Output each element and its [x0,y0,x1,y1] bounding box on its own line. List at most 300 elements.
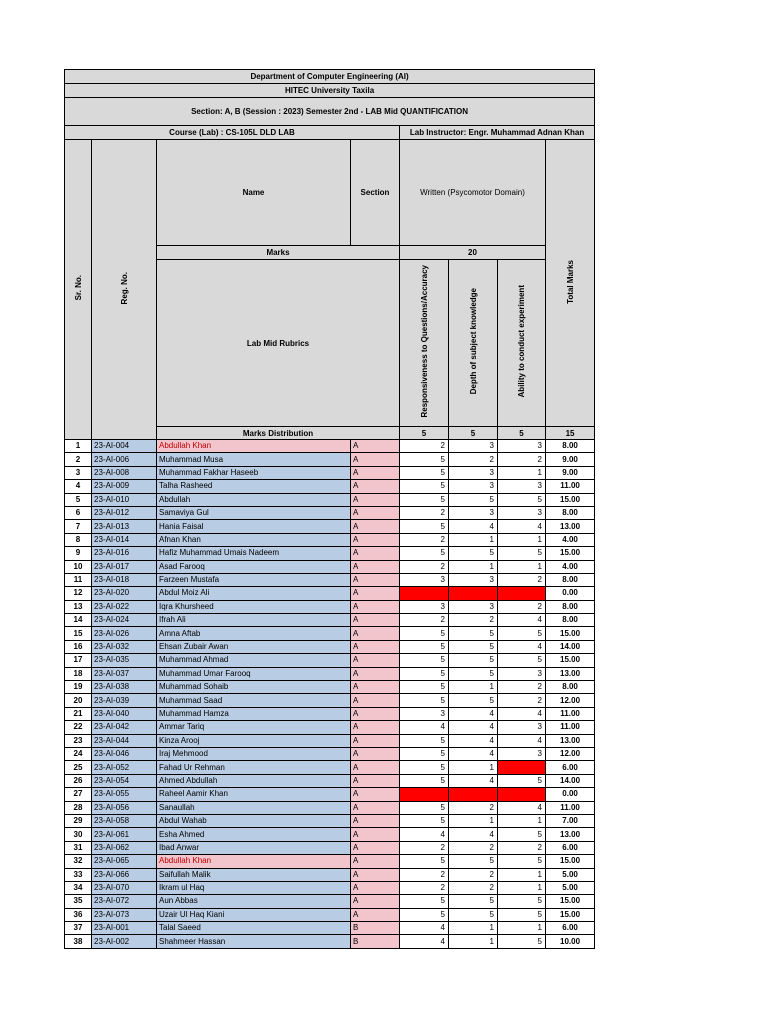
reg-no-cell: 23-AI-009 [92,480,157,493]
responsiveness-cell: 5 [400,747,449,760]
total-cell: 8.00 [546,600,595,613]
sr-no-header: Sr. No. [65,140,92,440]
ability-cell: 5 [498,627,546,640]
section-cell: A [351,614,400,627]
name-cell: Samaviya Gul [157,506,351,519]
section-cell: A [351,801,400,814]
name-cell: Muhammad Hamza [157,707,351,720]
depth-cell: 5 [449,895,498,908]
table-row [65,935,595,948]
ability-cell: 2 [498,681,546,694]
sr-no-cell: 5 [65,493,92,506]
reg-no-cell: 23-AI-058 [92,814,157,827]
reg-no-cell: 23-AI-002 [92,935,157,948]
responsiveness-cell: 2 [400,440,449,453]
depth-cell: 1 [449,560,498,573]
total-cell: 0.00 [546,587,595,600]
responsiveness-cell: 5 [400,667,449,680]
table-row [65,734,595,747]
responsiveness-cell: 5 [400,814,449,827]
reg-no-cell: 23-AI-037 [92,667,157,680]
ability-cell: 5 [498,935,546,948]
dist-total: 15 [546,427,595,440]
depth-cell: 2 [449,453,498,466]
total-cell: 6.00 [546,841,595,854]
table-row [65,520,595,533]
depth-cell: 2 [449,841,498,854]
dist-depth: 5 [449,427,498,440]
total-cell: 15.00 [546,855,595,868]
table-row [65,828,595,841]
ability-cell [498,761,546,774]
rubric-responsiveness: Responsiveness to Questions/Accuracy [400,260,449,427]
sr-no-cell: 13 [65,600,92,613]
table-row [65,895,595,908]
total-cell: 13.00 [546,828,595,841]
responsiveness-cell: 5 [400,493,449,506]
table-row [65,600,595,613]
reg-no-cell: 23-AI-032 [92,640,157,653]
ability-cell: 4 [498,734,546,747]
total-cell: 12.00 [546,747,595,760]
table-row [65,801,595,814]
name-cell: Hafiz Muhammad Umais Nadeem [157,547,351,560]
responsiveness-cell: 5 [400,774,449,787]
sr-no-cell: 18 [65,667,92,680]
reg-no-cell: 23-AI-008 [92,466,157,479]
reg-no-cell: 23-AI-072 [92,895,157,908]
reg-no-cell: 23-AI-022 [92,600,157,613]
department-title: Department of Computer Engineering (AI) [65,70,595,84]
depth-cell: 5 [449,667,498,680]
name-cell: Raheel Aamir Khan [157,788,351,801]
section-cell: A [351,855,400,868]
reg-no-cell: 23-AI-026 [92,627,157,640]
depth-cell: 2 [449,614,498,627]
section-cell: A [351,828,400,841]
responsiveness-cell: 3 [400,573,449,586]
table-row [65,547,595,560]
table-row [65,868,595,881]
name-cell: Esha Ahmed [157,828,351,841]
total-cell: 11.00 [546,707,595,720]
total-cell: 15.00 [546,627,595,640]
depth-cell: 3 [449,480,498,493]
marks-sheet [64,69,594,949]
table-row [65,587,595,600]
sr-no-cell: 17 [65,654,92,667]
depth-cell: 3 [449,440,498,453]
responsiveness-cell: 5 [400,480,449,493]
table-row [65,855,595,868]
table-row [65,694,595,707]
name-cell: Muhammad Saad [157,694,351,707]
total-cell: 15.00 [546,908,595,921]
reg-no-cell: 23-AI-042 [92,721,157,734]
table-row [65,654,595,667]
reg-no-cell: 23-AI-066 [92,868,157,881]
responsiveness-cell: 5 [400,801,449,814]
ability-cell [498,587,546,600]
depth-cell: 1 [449,814,498,827]
total-cell: 11.00 [546,801,595,814]
section-cell: B [351,922,400,935]
section-cell: A [351,881,400,894]
table-row [65,560,595,573]
name-cell: Abdullah Khan [157,855,351,868]
section-cell: A [351,480,400,493]
reg-no-cell: 23-AI-016 [92,547,157,560]
ability-cell: 3 [498,667,546,680]
ability-cell: 3 [498,721,546,734]
table-row [65,841,595,854]
reg-no-cell: 23-AI-056 [92,801,157,814]
responsiveness-cell [400,788,449,801]
depth-cell: 4 [449,774,498,787]
sr-no-cell: 21 [65,707,92,720]
reg-no-cell: 23-AI-052 [92,761,157,774]
section-line: Section: A, B (Session : 2023) Semester 2nd - LAB Mid QUANTIFICATION [65,98,595,126]
depth-cell: 5 [449,640,498,653]
table-row [65,493,595,506]
lab-mid-rubrics: Lab Mid Rubrics [157,260,400,427]
table-row [65,440,595,453]
name-cell: Muhammad Sohaib [157,681,351,694]
ability-cell: 2 [498,453,546,466]
ability-cell: 1 [498,466,546,479]
depth-cell [449,587,498,600]
section-cell: A [351,560,400,573]
name-cell: Shahmeer Hassan [157,935,351,948]
responsiveness-cell: 5 [400,453,449,466]
sr-no-cell: 34 [65,881,92,894]
responsiveness-cell: 2 [400,614,449,627]
depth-cell: 4 [449,721,498,734]
section-cell: A [351,640,400,653]
marks-distribution-label: Marks Distribution [157,427,400,440]
reg-no-cell: 23-AI-004 [92,440,157,453]
sr-no-cell: 28 [65,801,92,814]
total-cell: 14.00 [546,774,595,787]
name-cell: Talal Saeed [157,922,351,935]
sr-no-cell: 30 [65,828,92,841]
section-cell: A [351,788,400,801]
total-cell: 8.00 [546,573,595,586]
reg-no-cell: 23-AI-012 [92,506,157,519]
responsiveness-cell: 5 [400,734,449,747]
depth-cell: 5 [449,627,498,640]
table-row [65,667,595,680]
section-cell: A [351,654,400,667]
depth-cell: 1 [449,681,498,694]
depth-cell: 5 [449,547,498,560]
sr-no-cell: 12 [65,587,92,600]
table-row [65,506,595,519]
name-cell: Abdullah [157,493,351,506]
reg-no-cell: 23-AI-061 [92,828,157,841]
name-cell: Muhammad Ahmad [157,654,351,667]
total-cell: 8.00 [546,506,595,519]
section-cell: A [351,627,400,640]
sr-no-cell: 20 [65,694,92,707]
sr-no-cell: 35 [65,895,92,908]
dist-responsiveness: 5 [400,427,449,440]
depth-cell: 3 [449,506,498,519]
reg-no-cell: 23-AI-039 [92,694,157,707]
total-cell: 11.00 [546,721,595,734]
depth-cell: 5 [449,493,498,506]
ability-cell: 5 [498,654,546,667]
rubric-depth: Depth of subject knowledge [449,260,498,427]
sr-no-cell: 25 [65,761,92,774]
total-cell: 15.00 [546,547,595,560]
total-cell: 6.00 [546,761,595,774]
responsiveness-cell: 5 [400,547,449,560]
depth-cell: 3 [449,600,498,613]
table-row [65,640,595,653]
responsiveness-cell [400,587,449,600]
table-row [65,774,595,787]
sr-no-cell: 6 [65,506,92,519]
university-title: HITEC University Taxila [65,84,595,98]
depth-cell: 5 [449,908,498,921]
total-cell: 5.00 [546,881,595,894]
table-row [65,747,595,760]
instructor-title: Lab Instructor: Engr. Muhammad Adnan Khan [400,126,595,140]
table-row [65,533,595,546]
total-cell: 4.00 [546,560,595,573]
responsiveness-cell: 3 [400,707,449,720]
name-cell: Abdul Wahab [157,814,351,827]
depth-cell: 5 [449,855,498,868]
ability-cell: 2 [498,694,546,707]
responsiveness-cell: 5 [400,466,449,479]
reg-no-cell: 23-AI-070 [92,881,157,894]
section-cell: A [351,493,400,506]
sr-no-cell: 1 [65,440,92,453]
ability-cell: 2 [498,573,546,586]
total-cell: 11.00 [546,480,595,493]
ability-cell: 5 [498,908,546,921]
name-cell: Asad Farooq [157,560,351,573]
sr-no-cell: 24 [65,747,92,760]
ability-cell [498,788,546,801]
section-cell: A [351,895,400,908]
total-cell: 13.00 [546,667,595,680]
total-cell: 14.00 [546,640,595,653]
sr-no-cell: 15 [65,627,92,640]
name-cell: Kinza Arooj [157,734,351,747]
responsiveness-cell: 5 [400,654,449,667]
responsiveness-cell: 2 [400,506,449,519]
reg-no-cell: 23-AI-024 [92,614,157,627]
name-cell: Uzair Ul Haq Kiani [157,908,351,921]
responsiveness-cell: 4 [400,828,449,841]
total-cell: 4.00 [546,533,595,546]
ability-cell: 1 [498,533,546,546]
section-cell: A [351,520,400,533]
section-cell: B [351,935,400,948]
reg-no-cell: 23-AI-017 [92,560,157,573]
name-cell: Ifrah Ali [157,614,351,627]
name-cell: Talha Rasheed [157,480,351,493]
reg-no-cell: 23-AI-073 [92,908,157,921]
ability-cell: 5 [498,855,546,868]
section-cell: A [351,774,400,787]
sr-no-cell: 14 [65,614,92,627]
table-row [65,881,595,894]
ability-cell: 1 [498,560,546,573]
section-cell: A [351,694,400,707]
sr-no-cell: 32 [65,855,92,868]
responsiveness-cell: 4 [400,935,449,948]
ability-cell: 5 [498,895,546,908]
ability-cell: 4 [498,801,546,814]
reg-no-cell: 23-AI-014 [92,533,157,546]
depth-cell: 4 [449,734,498,747]
sr-no-cell: 22 [65,721,92,734]
depth-cell: 5 [449,694,498,707]
marks-table [64,69,595,949]
table-row [65,721,595,734]
total-cell: 9.00 [546,466,595,479]
total-cell: 8.00 [546,440,595,453]
sr-no-cell: 7 [65,520,92,533]
responsiveness-cell: 5 [400,681,449,694]
ability-cell: 3 [498,747,546,760]
sr-no-cell: 3 [65,466,92,479]
section-cell: A [351,761,400,774]
name-cell: Ehsan Zubair Awan [157,640,351,653]
total-cell: 9.00 [546,453,595,466]
section-cell: A [351,747,400,760]
ability-cell: 3 [498,506,546,519]
reg-no-cell: 23-AI-055 [92,788,157,801]
depth-cell: 2 [449,881,498,894]
reg-no-cell: 23-AI-013 [92,520,157,533]
table-row [65,614,595,627]
responsiveness-cell: 5 [400,694,449,707]
name-cell: Iraj Mehmood [157,747,351,760]
ability-cell: 1 [498,814,546,827]
table-row [65,707,595,720]
section-cell: A [351,547,400,560]
responsiveness-cell: 5 [400,855,449,868]
depth-cell: 2 [449,868,498,881]
total-cell: 13.00 [546,734,595,747]
ability-cell: 4 [498,614,546,627]
sr-no-cell: 19 [65,681,92,694]
section-cell: A [351,681,400,694]
depth-cell: 1 [449,935,498,948]
ability-cell: 5 [498,547,546,560]
ability-cell: 3 [498,480,546,493]
section-cell: A [351,600,400,613]
total-cell: 12.00 [546,694,595,707]
name-cell: Muhammad Umar Farooq [157,667,351,680]
sr-no-cell: 33 [65,868,92,881]
total-cell: 15.00 [546,895,595,908]
depth-cell: 1 [449,533,498,546]
depth-cell: 3 [449,466,498,479]
name-cell: Amna Aftab [157,627,351,640]
sr-no-cell: 31 [65,841,92,854]
depth-cell: 5 [449,654,498,667]
sr-no-cell: 36 [65,908,92,921]
total-cell: 13.00 [546,520,595,533]
total-cell: 6.00 [546,922,595,935]
sr-no-cell: 11 [65,573,92,586]
section-cell: A [351,721,400,734]
depth-cell: 2 [449,801,498,814]
reg-no-cell: 23-AI-054 [92,774,157,787]
sr-no-cell: 26 [65,774,92,787]
section-cell: A [351,667,400,680]
dist-ability: 5 [498,427,546,440]
responsiveness-cell: 2 [400,841,449,854]
responsiveness-cell: 2 [400,868,449,881]
course-title: Course (Lab) : CS-105L DLD LAB [65,126,400,140]
ability-cell: 3 [498,440,546,453]
name-cell: Afnan Khan [157,533,351,546]
name-cell: Ibad Anwar [157,841,351,854]
name-cell: Muhammad Fakhar Haseeb [157,466,351,479]
section-cell: A [351,440,400,453]
ability-cell: 5 [498,493,546,506]
sr-no-cell: 37 [65,922,92,935]
sr-no-cell: 4 [65,480,92,493]
name-cell: Hania Faisal [157,520,351,533]
rubric-ability: Ability to conduct experiment [498,260,546,427]
responsiveness-cell: 4 [400,721,449,734]
total-cell: 8.00 [546,681,595,694]
total-cell: 7.00 [546,814,595,827]
depth-cell: 4 [449,747,498,760]
name-cell: Iqra Khursheed [157,600,351,613]
depth-cell: 1 [449,761,498,774]
name-cell: Abdul Moiz Ali [157,587,351,600]
responsiveness-cell: 2 [400,881,449,894]
total-cell: 8.00 [546,614,595,627]
name-cell: Ammar Tariq [157,721,351,734]
section-cell: A [351,814,400,827]
section-cell: A [351,573,400,586]
sr-no-cell: 27 [65,788,92,801]
ability-cell: 5 [498,774,546,787]
reg-no-cell: 23-AI-020 [92,587,157,600]
sr-no-cell: 29 [65,814,92,827]
total-cell: 10.00 [546,935,595,948]
ability-cell: 5 [498,828,546,841]
reg-no-cell: 23-AI-010 [92,493,157,506]
responsiveness-cell: 5 [400,520,449,533]
section-cell: A [351,841,400,854]
name-cell: Ikram ul Haq [157,881,351,894]
reg-no-cell: 23-AI-035 [92,654,157,667]
section-cell: A [351,908,400,921]
table-row [65,761,595,774]
ability-cell: 2 [498,841,546,854]
sr-no-cell: 9 [65,547,92,560]
reg-no-cell: 23-AI-046 [92,747,157,760]
table-row [65,466,595,479]
table-row [65,627,595,640]
sr-no-cell: 23 [65,734,92,747]
reg-no-cell: 23-AI-040 [92,707,157,720]
responsiveness-cell: 4 [400,922,449,935]
depth-cell: 1 [449,922,498,935]
section-cell: A [351,707,400,720]
